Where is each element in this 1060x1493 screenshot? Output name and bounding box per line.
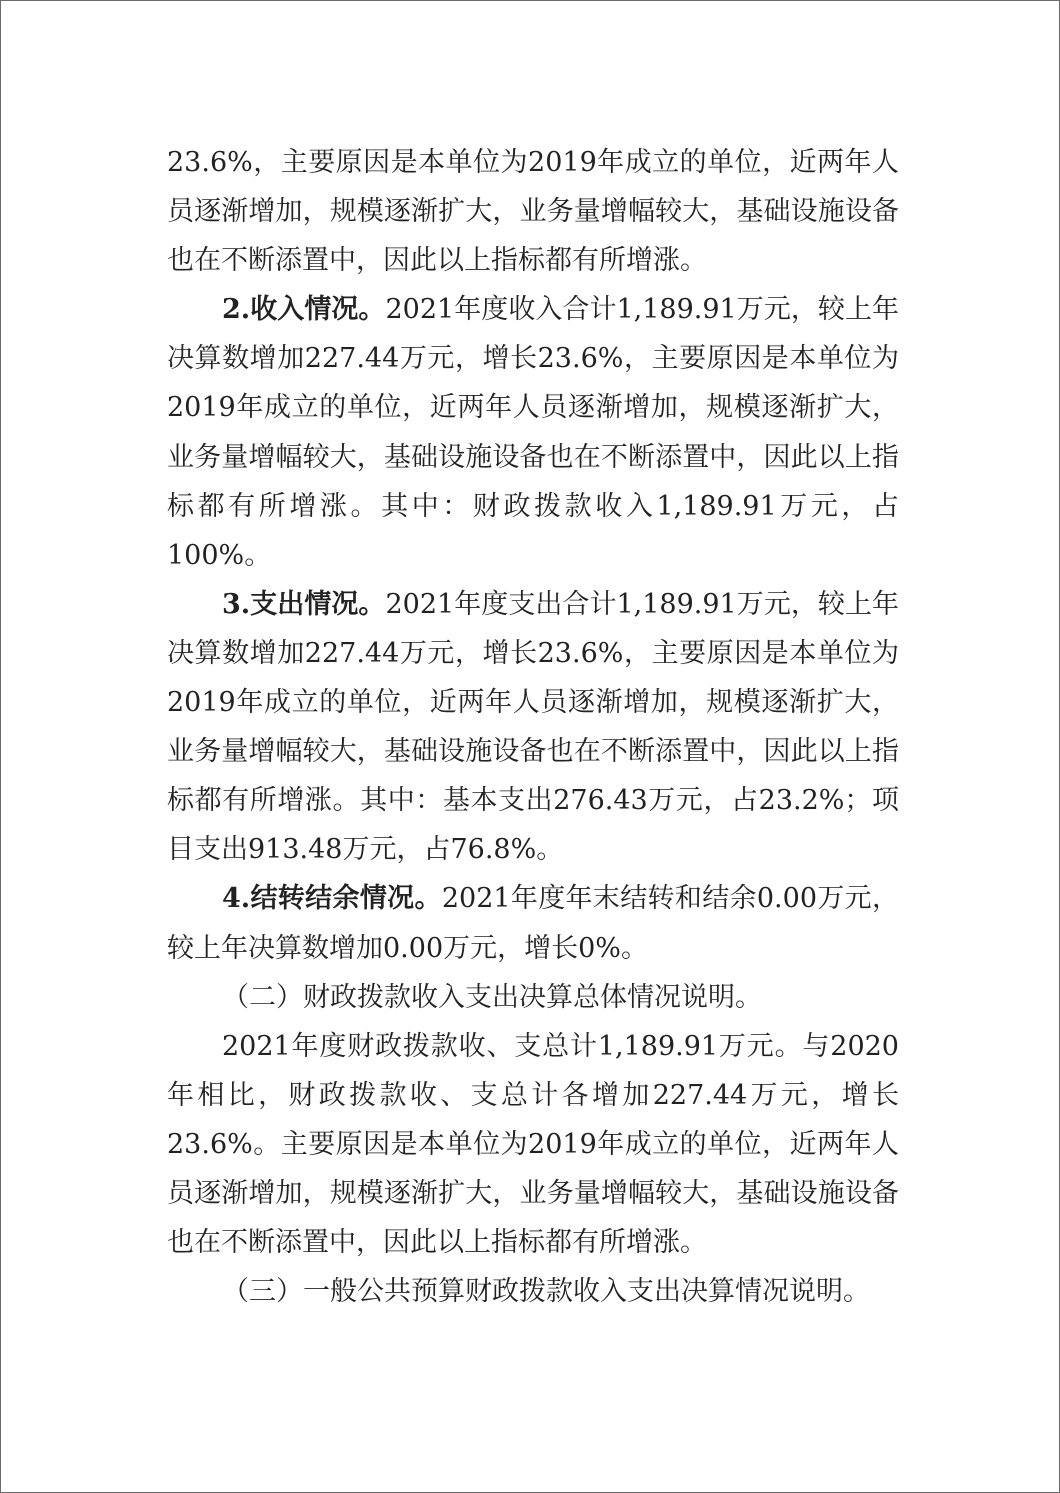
heading-text: （三）一般公共预算财政拨款收入支出决算情况说明。 <box>222 1276 870 1308</box>
document-body <box>167 138 899 1316</box>
paragraph-text: 23.6%，主要原因是本单位为2019年成立的单位，近两年人员逐渐增加，规模逐渐扩大，业务量增幅较大，基础设施设备也在不断添置中，因此以上指标都有所增涨。 <box>167 147 899 277</box>
section-title-income: 2.收入情况。 <box>222 294 386 326</box>
heading-text: （二）财政拨款收入支出决算总体情况说明。 <box>222 981 762 1013</box>
paragraph-text: 2021年度收入合计1,189.91万元，较上年决算数增加227.44万元，增长23.6%，主要原因是本单位为2019年成立的单位，近两年人员逐渐增加，规模逐渐扩大，业务量增幅较大，基础设施设备也在不断添置中，因此以上指标都有所增涨。其中：财政拨款收入1,189.91万元，占100%。 <box>167 294 900 571</box>
paragraph-fiscal-overview <box>167 1022 899 1267</box>
paragraph-text: 2021年度年末结转和结余0.00万元，较上年决算数增加0.00万元，增长0%。 <box>167 883 899 964</box>
section-heading-3 <box>167 1267 899 1316</box>
paragraph-text: 2021年度支出合计1,189.91万元，较上年决算数增加227.44万元，增长23.6%，主要原因是本单位为2019年成立的单位，近两年人员逐渐增加，规模逐渐扩大，业务量增幅较大，基础设施设备也在不断添置中，因此以上指标都有所增涨。其中：基本支出276.43万元，占23.2%；项目支出913.48万元，占76.8%。 <box>167 588 900 866</box>
section-title-balance: 4.结转结余情况。 <box>222 883 442 915</box>
paragraph-expense <box>167 580 899 875</box>
section-title-expense: 3.支出情况。 <box>222 588 386 620</box>
paragraph-income <box>167 285 899 580</box>
paragraph-text: 2021年度财政拨款收、支总计1,189.91万元。与2020年相比，财政拨款收、支总计各增加227.44万元，增长23.6%。主要原因是本单位为2019年成立的单位，近两年人员逐渐增加，规模逐渐扩大，业务量增幅较大，基础设施设备也在不断添置中，因此以上指标都有所增涨。 <box>167 1030 899 1259</box>
paragraph-balance <box>167 874 899 972</box>
section-heading-2 <box>167 973 899 1022</box>
paragraph-continuation <box>167 138 899 285</box>
